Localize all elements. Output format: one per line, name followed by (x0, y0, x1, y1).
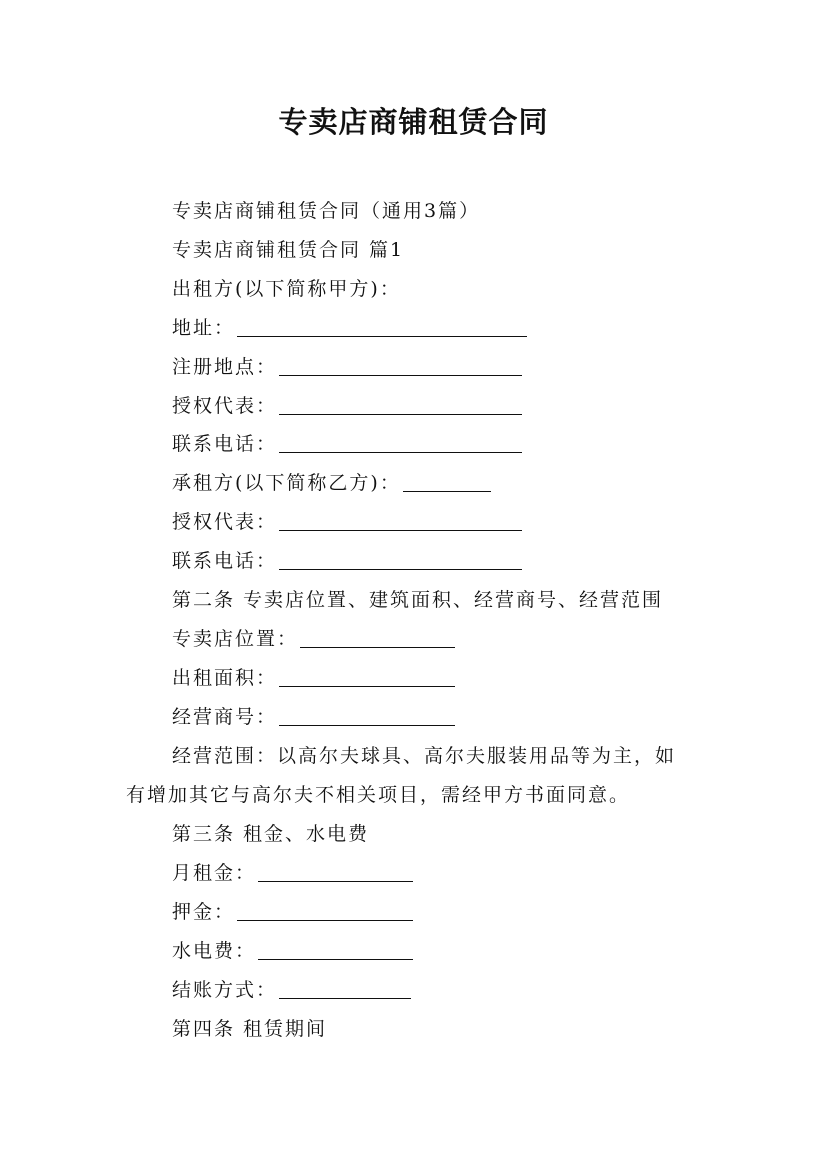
fill-in-blank (237, 902, 413, 921)
fill-in-blank (258, 863, 413, 882)
trade-name-field (172, 704, 455, 730)
document-title: 专卖店商铺租赁合同 (278, 105, 549, 139)
field-label: 授权代表： (172, 395, 278, 417)
lessee-phone-field (172, 548, 522, 574)
field-label: 水电费： (172, 940, 257, 962)
field-label: 结账方式： (172, 979, 278, 1001)
deposit-field (172, 899, 413, 925)
article-2-heading: 第二条 专卖店位置、建筑面积、经营商号、经营范围 (172, 589, 664, 611)
article-4-heading: 第四条 租赁期间 (172, 1018, 328, 1040)
field-label: 出租面积： (172, 667, 278, 689)
field-label: 承租方(以下简称乙方)： (172, 472, 401, 494)
fill-in-blank (279, 707, 455, 726)
article-3-heading: 第三条 租金、水电费 (172, 823, 370, 845)
fill-in-blank (300, 629, 455, 648)
monthly-rent-field (172, 860, 413, 886)
fill-in-blank (279, 980, 411, 999)
field-label: 联系电话： (172, 550, 278, 572)
shop-location-field (172, 626, 455, 652)
lessor-rep-field (172, 393, 522, 419)
field-label: 授权代表： (172, 511, 278, 533)
field-label: 月租金： (172, 862, 257, 884)
field-label: 联系电话： (172, 433, 278, 455)
utilities-field (172, 938, 413, 964)
lessee-field (172, 470, 491, 496)
field-label: 专卖店位置： (172, 628, 299, 650)
field-label: 经营商号： (172, 706, 278, 728)
lessee-rep-field (172, 509, 522, 535)
fill-in-blank (279, 357, 522, 376)
rent-area-field (172, 665, 455, 691)
fill-in-blank (258, 941, 413, 960)
business-scope-line-1: 经营范围：以高尔夫球具、高尔夫服装用品等为主，如 (172, 745, 677, 767)
fill-in-blank (279, 434, 522, 453)
field-label: 地址： (172, 317, 236, 339)
lessor-address-field (172, 315, 527, 341)
field-label: 押金： (172, 901, 236, 923)
field-label: 注册地点： (172, 356, 278, 378)
lessor-heading: 出租方(以下简称甲方)： (172, 278, 401, 300)
fill-in-blank (279, 668, 455, 687)
fill-in-blank (279, 551, 522, 570)
part-heading: 专卖店商铺租赁合同 篇1 (172, 239, 405, 261)
settlement-field (172, 977, 411, 1003)
fill-in-blank (403, 473, 491, 492)
fill-in-blank (279, 396, 522, 415)
fill-in-blank (279, 512, 522, 531)
fill-in-blank (237, 318, 527, 337)
lessor-reg-place-field (172, 354, 522, 380)
subtitle: 专卖店商铺租赁合同（通用3篇） (172, 200, 481, 222)
lessor-phone-field (172, 431, 522, 457)
business-scope-line-2: 有增加其它与高尔夫不相关项目，需经甲方书面同意。 (126, 784, 631, 806)
